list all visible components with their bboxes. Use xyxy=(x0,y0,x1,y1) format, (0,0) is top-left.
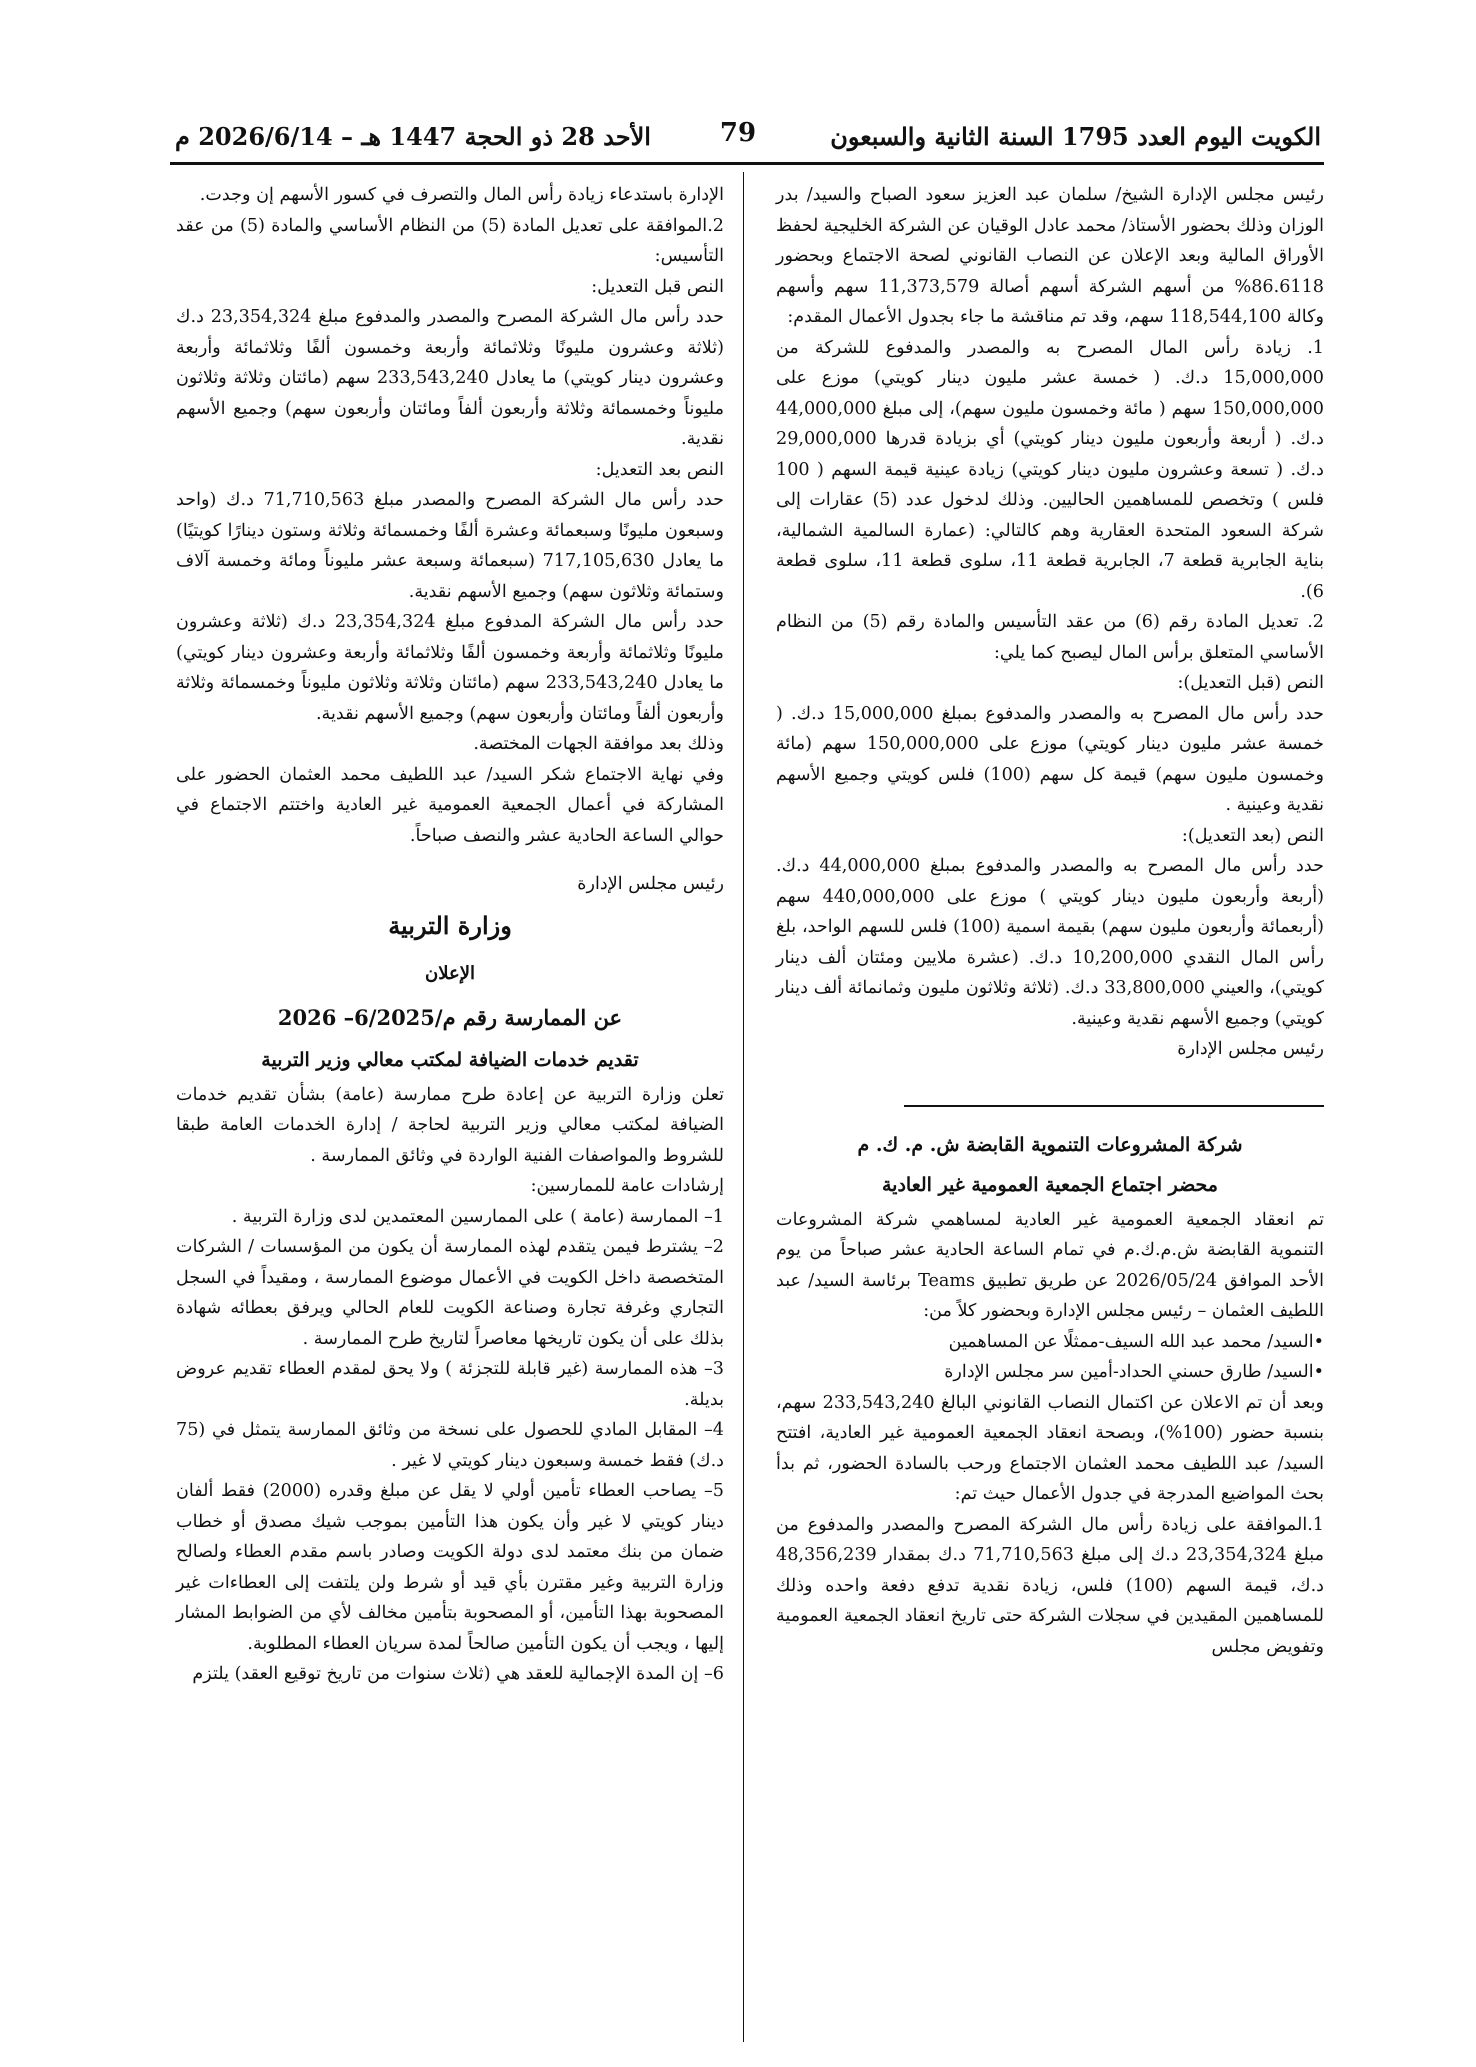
section-rule xyxy=(904,1105,1324,1107)
announcement-heading: الإعلان xyxy=(425,962,475,984)
tender-number-heading: عن الممارسة رقم م/6/2025– 2026 xyxy=(277,1004,623,1030)
column-divider xyxy=(743,172,744,2042)
list-item: 4– المقابل المادي للحصول على نسخة من وثائق الممارسة يتمثل في (75 د.ك) فقط خمسة وسبعون دينار كويتي لا غير . xyxy=(176,1420,724,1471)
agenda-item: 2.الموافقة على تعديل المادة (5) من النظام الأساسي والمادة (5) من عقد التأسيس: xyxy=(176,215,724,266)
paragraph: وبعد أن تم الاعلان عن اكتمال النصاب القانوني البالغ 233,543,240 سهم، بنسبة حضور (100%)، وبصحة انعقاد الجمعية العمومية غير العادية، افتتح السيد/ عبد اللطيف محمد العثمان الاجتماع ورحب بالسادة الحضور، ثم بدأ بحث المواضيع المدرجة في جدول الأعمال حيث تم: xyxy=(776,1392,1324,1504)
section-subheading: محضر اجتماع الجمعية العمومية غير العادية xyxy=(882,1173,1218,1196)
text-label: النص بعد التعديل: xyxy=(595,459,724,480)
agenda-item: 1.الموافقة على زيادة رأس مال الشركة المصرح والمصدر والمدفوع من مبلغ 23,354,324 د.ك إلى مبلغ 71,710,563 د.ك بمقدار 48,356,239 د.ك، قيمة السهم (100) فلس، زيادة نقدية تدفع دفعة واحده وذلك للمساهمين المقيدين في سجلات الشركة حتى تاريخ انعقاد الجمعية العمومية وتفويض مجلس xyxy=(776,1514,1325,1657)
paragraph: رئيس مجلس الإدارة الشيخ/ سلمان عبد العزيز سعود الصباح والسيد/ بدر الوزان وذلك بحضور الأستاذ/ محمد عادل الوقيان عن الشركة الخليجية لحفظ الأوراق المالية وبعد الإعلان عن النصاب القانوني لصحة الاجتماع وبحضور 86.6118% من أسهم الشركة أسهم أصالة 11,373,579 سهم وأسهم وكالة 118,544,100 سهم، وقد تم مناقشة ما جاء بجدول الأعمال المقدم: xyxy=(776,185,1324,327)
text-label: إرشادات عامة للممارسين: xyxy=(530,1176,724,1196)
paragraph: وذلك بعد موافقة الجهات المختصة. xyxy=(473,734,724,754)
signature-line: رئيس مجلس الإدارة xyxy=(577,874,724,894)
paragraph: حدد رأس مال الشركة المصرح والمصدر مبلغ 71,710,563 د.ك (واحد وسبعون مليونًا وسبعمائة وعشرة ألفًا وخمسمائة وثلاثة وستون دينارًا كويتيًا) ما يعادل 717,105,630 (سبعمائة وسبعة عشر مليوناً ومائة وخمسة آلاف وستمائة وثلاثون سهم) وجميع الأسهم نقدية. xyxy=(176,490,724,602)
agenda-item: 2. تعديل المادة رقم (6) من عقد التأسيس والمادة رقم (5) من النظام الأساسي المتعلق برأس المال ليصبح كما يلي: xyxy=(776,612,1324,663)
right-column xyxy=(776,180,1324,1662)
tender-title-heading: تقديم خدمات الضيافة لمكتب معالي وزير التربية xyxy=(261,1048,639,1071)
list-item: 1– الممارسة (عامة ) على الممارسين المعتمدين لدى وزارة التربية . xyxy=(231,1206,724,1227)
paragraph: حدد رأس مال الشركة المدفوع مبلغ 23,354,324 د.ك (ثلاثة وعشرون مليونًا وثلاثمائة وأربعة وخمسون ألفًا وثلاثمائة وأربعة وعشرون دينار كويتي) ما يعادل 233,543,240 سهم (مائتان وثلاثة وثلاثون مليوناً وخمسمائة وثلاثة وأربعون ألفاً ومائتان وأربعون سهم) وجميع الأسهم نقدية. xyxy=(176,612,725,724)
left-column xyxy=(176,180,724,1690)
paragraph: حدد رأس مال المصرح به والمصدر والمدفوع بمبلغ 15,000,000 د.ك. ( خمسة عشر مليون دينار كويتي) موزع على 150,000,000 سهم (مائة وخمسون مليون سهم) قيمة كل سهم (100) فلس كويتي وجميع الأسهم نقدية وعينية . xyxy=(776,703,1324,815)
list-item: •السيد/ طارق حسني الحداد-أمين سر مجلس الإدارة xyxy=(944,1362,1324,1382)
text-label: النص (بعد التعديل): xyxy=(1181,825,1324,846)
header-rule xyxy=(170,162,1324,165)
paragraph: تعلن وزارة التربية عن إعادة طرح ممارسة (عامة) بشأن تقديم خدمات الضيافة لمكتب معالي وزير التربية لحاجة / إدارة الخدمات العامة طبقا للشروط والمواصفات الفنية الواردة في وثائق الممارسة . xyxy=(176,1084,724,1166)
list-item: 2– يشترط فيمن يتقدم لهذه الممارسة أن يكون من المؤسسات / الشركات المتخصصة داخل الكويت في الأعمال موضوع الممارسة ، ومقيداً في السجل التجاري وغرفة تجارة وصناعة الكويت للعام الحالي ويرفق بعطائه شهادة بذلك على أن يكون تاريخها معاصراً لتاريخ طرح الممارسة . xyxy=(176,1237,724,1349)
paragraph: تم انعقاد الجمعية العمومية غير العادية لمساهمي شركة المشروعات التنموية القابضة ش.م.ك.م في تمام الساعة الحادية عشر صباحاً من يوم الأحد الموافق 2026/05/24 عن طريق تطبيق Teams برئاسة السيد/ عبد اللطيف العثمان – رئيس مجلس الإدارة وبحضور كلاً من: xyxy=(776,1209,1324,1321)
ministry-heading: وزارة التربية xyxy=(388,910,512,940)
section-heading: شركة المشروعات التنموية القابضة ش. م. ك. م xyxy=(857,1133,1243,1156)
list-item: •السيد/ محمد عبد الله السيف-ممثلًا عن المساهمين xyxy=(948,1331,1324,1352)
list-item: 3– هذه الممارسة (غير قابلة للتجزئة ) ولا يحق لمقدم العطاء تقديم عروض بديلة. xyxy=(176,1359,724,1410)
header-date: الأحد 28 ذو الحجة 1447 هـ – 2026/6/14 م xyxy=(175,122,651,151)
paragraph: حدد رأس مال المصرح به والمصدر والمدفوع بمبلغ 44,000,000 د.ك. (أربعة وأربعون مليون دينار كويتي ) موزع على 440,000,000 سهم (أربعمائة وأربعون مليون سهم) بقيمة اسمية (100) فلس للسهم الواحد، بلغ رأس المال النقدي 10,200,000 د.ك. (عشرة ملايين ومئتان ألف دينار كويتي)، والعيني 33,800,000 د.ك. (ثلاثة وثلاثون مليون وثمانمائة ألف دينار كويتي) وجميع الأسهم نقدية وعينية. xyxy=(776,856,1324,1029)
list-item: 6– إن المدة الإجمالية للعقد هي (ثلاث سنوات من تاريخ توقيع العقد) يلتزم xyxy=(192,1664,724,1684)
text-label: النص (قبل التعديل): xyxy=(1177,673,1324,693)
agenda-item: 1. زيادة رأس المال المصرح به والمصدر والمدفوع للشركة من 15,000,000 د.ك. ( خمسة عشر مليون دينار كويتي) موزع على 150,000,000 سهم ( مائة وخمسون مليون سهم)، إلى مبلغ 44,000,000 د.ك. ( أربعة وأربعون مليون دينار كويتي) أي بزيادة قدرها 29,000,000 د.ك. ( تسعة وعشرون مليون دينار كويتي) زيادة عينية قيمة السهم ( 100 فلس ) وتخصص للمساهمين الحاليين. وذلك لدخول عدد (5) عقارات إلى شركة السعود المتحدة العقارية وهم كالتالي: (عمارة السالمية الشمالية، بناية الجابرية قطعة 7، الجابرية قطعة 11، سلوى قطعة 11، سلوى قطعة 6). xyxy=(776,337,1324,602)
text-label: النص قبل التعديل: xyxy=(591,276,724,297)
list-item: 5– يصاحب العطاء تأمين أولي لا يقل عن مبلغ وقدره (2000) فقط ألفان دينار كويتي لا غير وأن يكون هذا التأمين بموجب شيك مصدق أو خطاب ضمان من بنك معتمد لدى دولة الكويت وصادر باسم مقدم العطاء ولصالح وزارة التربية وغير مقترن بأي قيد أو شرط ولن يلتفت إلى العطاءات غير المصحوبة بهذا التأمين، أو المصحوبة بتأمين مخالف لأي من الضوابط المشار إليها ، ويجب أن يكون التأمين صالحاً لمدة سريان العطاء المطلوبة. xyxy=(176,1481,724,1654)
paragraph: وفي نهاية الاجتماع شكر السيد/ عبد اللطيف محمد العثمان الحضور على المشاركة في أعمال الجمعية العمومية غير العادية واختتم الاجتماع في حوالي الساعة الحادية عشر والنصف صباحاً. xyxy=(176,764,724,846)
header-issue-info: الكويت اليوم العدد 1795 السنة الثانية والسبعون xyxy=(830,122,1321,151)
signature-line: رئيس مجلس الإدارة xyxy=(1177,1039,1324,1059)
page-number: 79 xyxy=(719,118,757,148)
paragraph: حدد رأس مال الشركة المصرح والمصدر والمدفوع مبلغ 23,354,324 د.ك (ثلاثة وعشرون مليونًا وثلاثمائة وأربعة وخمسون ألفًا وثلاثمائة وأربعة وعشرون دينار كويتي) ما يعادل 233,543,240 سهم (مائتان وثلاثة وثلاثون مليوناً وخمسمائة وثلاثة وأربعون ألفاً ومائتان وأربعون سهم) وجميع الأسهم نقدية. xyxy=(176,307,724,449)
paragraph: الإدارة باستدعاء زيادة رأس المال والتصرف في كسور الأسهم إن وجدت. xyxy=(199,185,724,205)
